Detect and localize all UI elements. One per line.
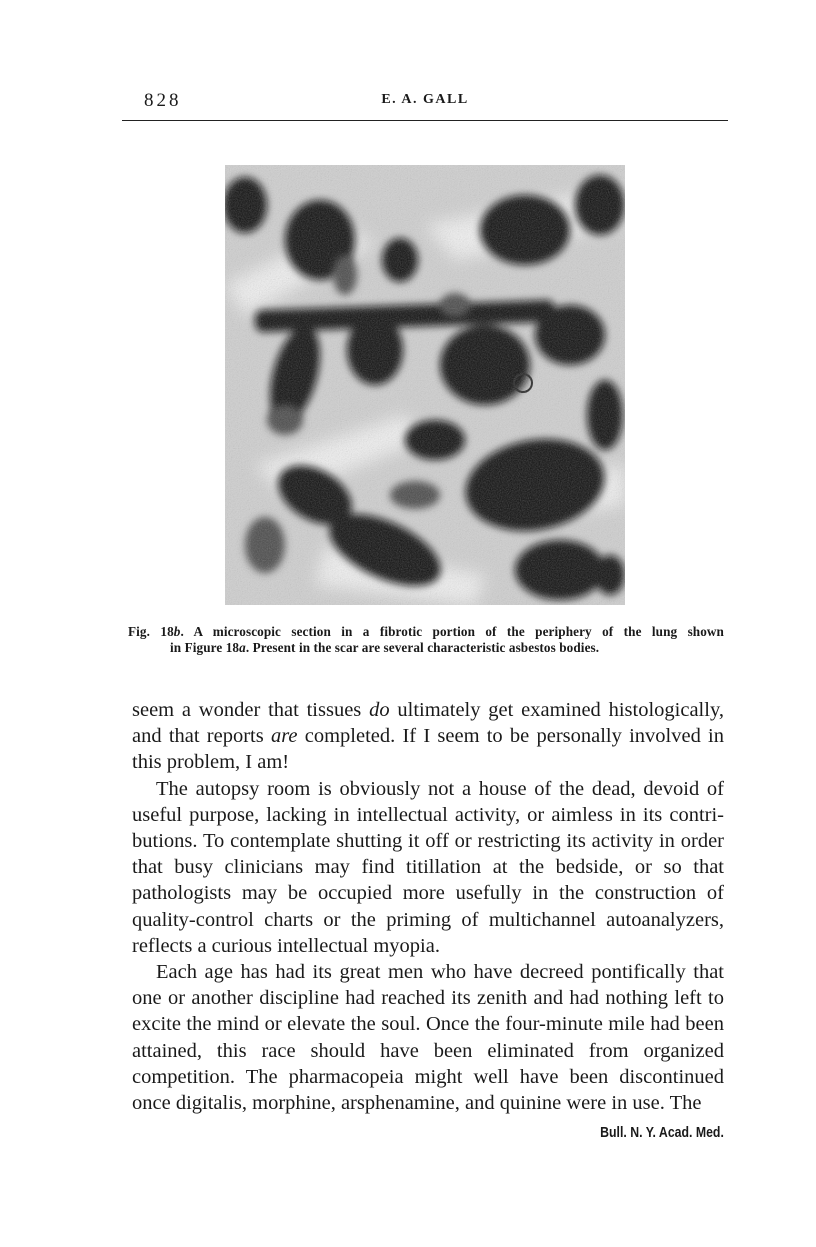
running-head: E. A. GALL [381, 92, 469, 107]
p1-text-a: seem a wonder that tissues [132, 699, 370, 721]
figure-label: Fig. 18 [128, 624, 174, 639]
page-header [122, 90, 728, 114]
paragraph-3: Each age has had its great men who have decreed pontifically that one or another discipline had reached its zenith and had nothing left to excite the mind or elevate the soul. Once the four-minute mile had been attained, this race should have been eliminated from organized competition. The pharmacopeia might well have been discontinued once digitalis, morphine, arsphenamine, and quinine were in use. The [132, 961, 724, 1115]
micrograph-figure [225, 165, 625, 605]
header-rule [122, 120, 728, 121]
caption-figure-ref: in Figure 18 [170, 640, 240, 655]
p1-text-b: ultimately get examined histologically, and that reports [132, 699, 724, 748]
p1-emphasis-are: are [270, 725, 298, 748]
figure-label-suffix: b [173, 624, 181, 639]
micrograph-image [225, 165, 625, 605]
body-text [132, 697, 724, 1116]
p1-text-c: completed. If I seem to be personally involved in this problem, I am! [132, 725, 725, 774]
caption-line-1 [128, 624, 724, 640]
caption-figure-ref-letter: a [239, 640, 246, 655]
paragraph-2: The autopsy room is obviously not a house of the dead, devoid of useful purpose, lacking in intellectual activity, or aimless in its contri-butions. To contemplate shutting it off or restricting its activity in order that busy clinicians may find titillation at the bedside, or so that pathologists may be occupied more usefully in the construction of quality-control charts or the priming of multichannel autoanalyzers, reflects a curious intellectual myopia. [132, 777, 724, 957]
caption-line-2 [128, 640, 724, 656]
p1-emphasis-do: do [369, 699, 390, 721]
paragraph-1 [132, 697, 724, 776]
caption-text-1: . A microscopic section in a fibrotic portion of the periphery of the lung shown [180, 624, 724, 639]
journal-footer: Bull. N. Y. Acad. Med. [600, 1124, 724, 1141]
caption-text-2: . Present in the scar are several characteristic asbestos bodies. [245, 640, 600, 655]
figure-caption [128, 624, 724, 656]
page-number: 828 [144, 90, 182, 111]
